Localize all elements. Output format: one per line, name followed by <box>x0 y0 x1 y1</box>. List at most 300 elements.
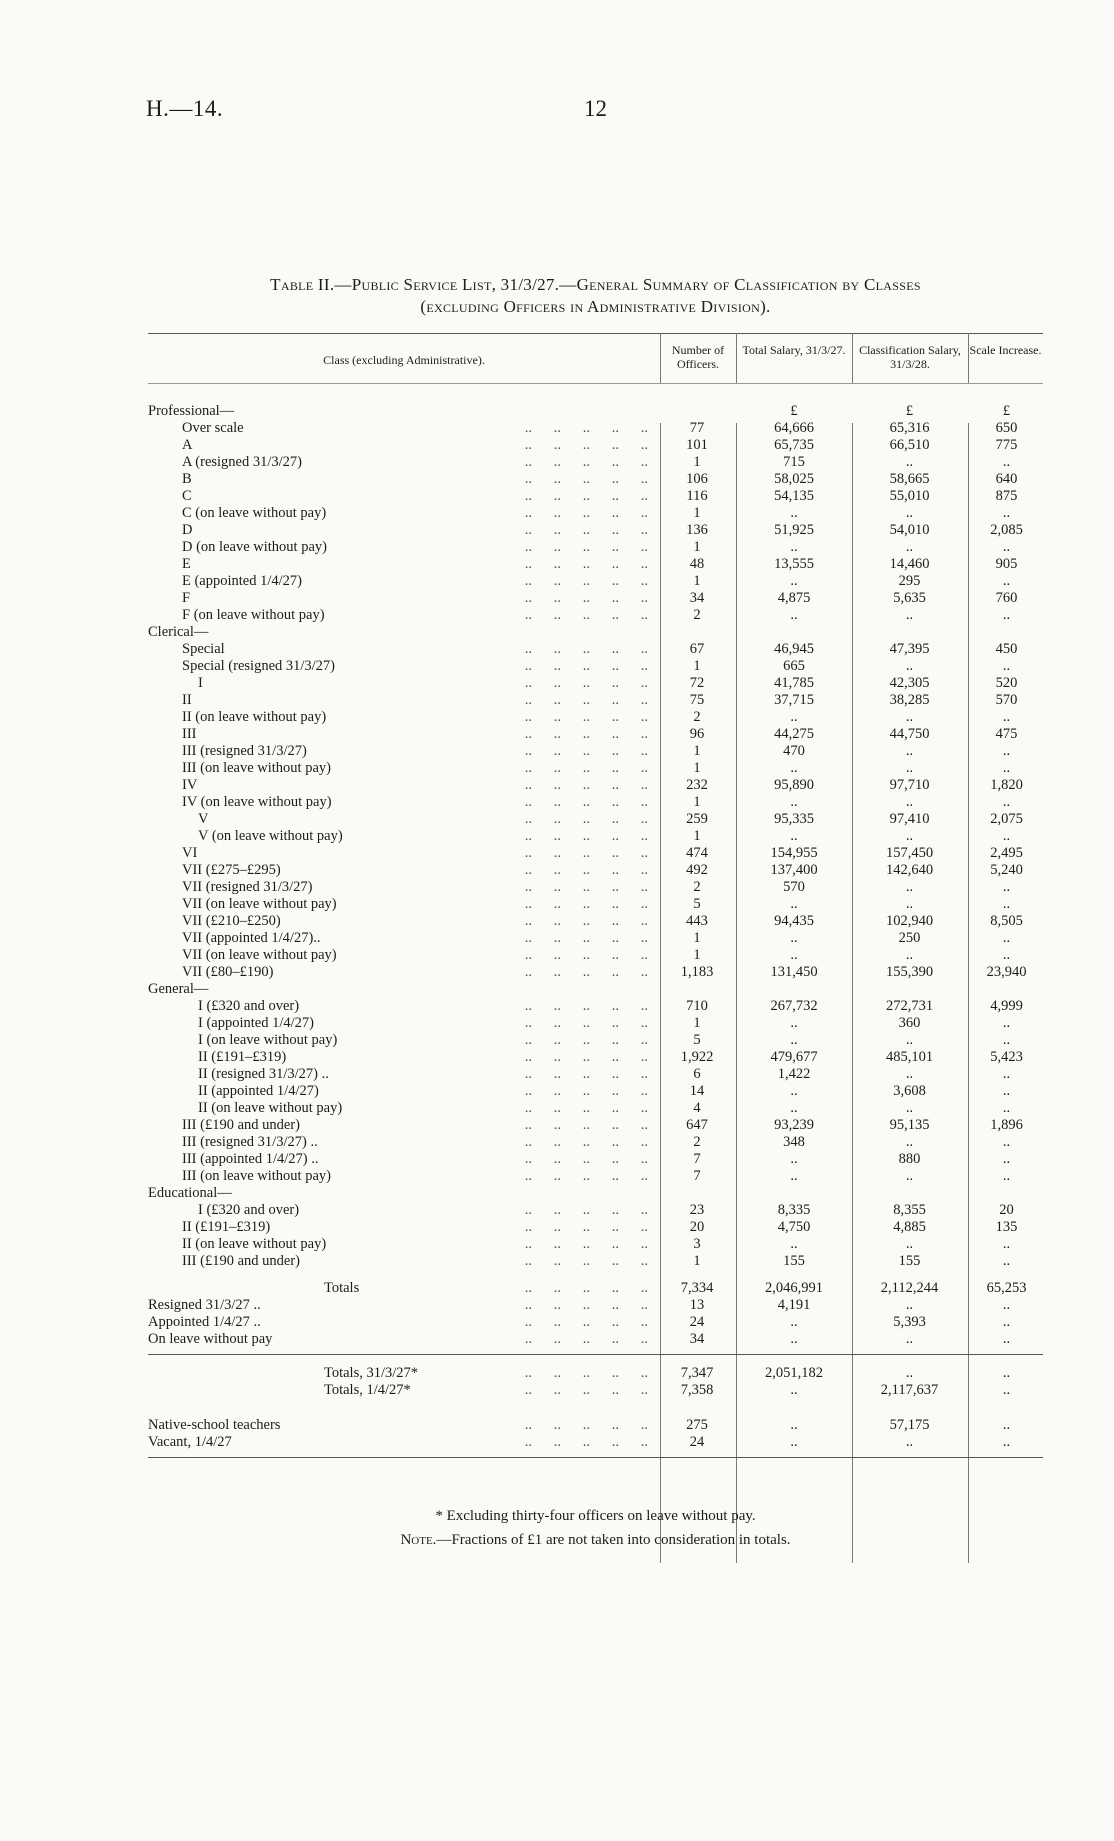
title-line2: (excluding Officers in Administrative Division). <box>420 297 771 316</box>
cell-c2: 665 <box>783 658 805 674</box>
leader-dots: .. .. .. .. .. <box>524 726 648 742</box>
cell-c3: 2,117,637 <box>880 1382 939 1398</box>
cell-c3: .. <box>905 1434 914 1450</box>
cell-c2: .. <box>790 1236 798 1252</box>
cell-c3: 66,510 <box>889 437 930 453</box>
table-row <box>148 913 1043 930</box>
row-label: Totals, 1/4/27* <box>324 1382 411 1398</box>
cell-c2: .. <box>790 1314 798 1330</box>
row-label: Special <box>182 641 225 657</box>
page-number: 12 <box>584 96 607 121</box>
cell-c1: 72 <box>689 675 705 691</box>
leader-dots: .. .. .. .. .. <box>524 488 648 504</box>
table-row <box>148 1365 1043 1382</box>
cell-c2: .. <box>790 1083 798 1099</box>
row-label: F (on leave without pay) <box>182 607 325 623</box>
cell-c3: .. <box>905 1066 914 1082</box>
cell-c4: 520 <box>995 675 1018 691</box>
row-label: Professional— <box>148 403 235 419</box>
leader-dots: .. .. .. .. .. <box>524 590 648 606</box>
cell-c4: .. <box>1002 1083 1011 1099</box>
cell-c4: .. <box>1002 1236 1011 1252</box>
cell-c3: 360 <box>898 1015 921 1031</box>
cell-c3: .. <box>905 947 914 963</box>
leader-dots: .. .. .. .. .. <box>524 794 648 810</box>
cell-c1: 75 <box>689 692 705 708</box>
row-label: Over scale <box>182 420 244 436</box>
cell-c4: .. <box>1002 1100 1011 1116</box>
cell-c3: 485,101 <box>885 1049 934 1065</box>
leader-dots: .. .. .. .. .. <box>524 811 648 827</box>
cell-c3: 5,635 <box>893 590 926 606</box>
row-label: Educational— <box>148 1185 232 1201</box>
cell-c4: .. <box>1002 1134 1011 1150</box>
table-row <box>148 556 1043 573</box>
cell-c1: 1 <box>693 1015 701 1031</box>
cell-c2: .. <box>790 1015 798 1031</box>
col-header-classification: Classification Salary, 31/3/28. <box>859 343 961 371</box>
row-label: Totals <box>324 1280 360 1296</box>
cell-c2: 64,666 <box>774 420 814 436</box>
table-row <box>148 471 1043 488</box>
leader-dots: .. .. .. .. .. <box>524 539 648 555</box>
cell-c2: 8,335 <box>777 1202 811 1218</box>
row-label: Totals, 31/3/27* <box>324 1365 419 1381</box>
cell-c4: 775 <box>995 437 1018 453</box>
table-row <box>148 760 1043 777</box>
cell-c1: 48 <box>689 556 705 572</box>
table-row <box>148 420 1043 437</box>
leader-dots: .. .. .. .. .. <box>524 913 648 929</box>
leader-dots: .. .. .. .. .. <box>524 437 648 453</box>
row-label: III (appointed 1/4/27) .. <box>182 1151 319 1167</box>
cell-c4: .. <box>1002 1297 1011 1313</box>
leader-dots: .. .. .. .. .. <box>524 896 648 912</box>
row-label: F <box>182 590 191 606</box>
cell-c2: .. <box>790 828 798 844</box>
row-label: I (£320 and over) <box>198 1202 300 1218</box>
cell-c3: £ <box>905 403 914 419</box>
cell-c3: 272,731 <box>885 998 934 1014</box>
cell-c2: .. <box>790 709 798 725</box>
cell-c4: 135 <box>995 1219 1018 1235</box>
cell-c2: 348 <box>783 1134 805 1150</box>
cell-c3: 38,285 <box>889 692 930 708</box>
cell-c2: 570 <box>783 879 805 895</box>
table-row <box>148 896 1043 913</box>
cell-c3: .. <box>905 454 914 470</box>
cell-c4: .. <box>1002 607 1011 623</box>
cell-c1: 7 <box>693 1151 701 1167</box>
cell-c1: 2 <box>693 709 701 725</box>
leader-dots: .. .. .. .. .. <box>524 1417 648 1433</box>
cell-c1: 67 <box>689 641 705 657</box>
cell-c1: 77 <box>689 420 705 436</box>
row-label: II (on leave without pay) <box>182 1236 327 1252</box>
footnote: * Excluding thirty-four officers on leave without pay. <box>435 1508 756 1524</box>
cell-c3: 155,390 <box>885 964 934 980</box>
row-label: VII (on leave without pay) <box>182 947 337 963</box>
cell-c1: 106 <box>686 471 708 487</box>
cell-c2: .. <box>790 794 798 810</box>
title-prefix: Table II. <box>270 275 335 294</box>
row-label: II (£191–£319) <box>182 1219 271 1235</box>
table-row <box>148 794 1043 811</box>
leader-dots: .. .. .. .. .. <box>524 828 648 844</box>
leader-dots: .. .. .. .. .. <box>524 1280 648 1296</box>
cell-c3: 97,410 <box>889 811 930 827</box>
cell-c3: 14,460 <box>889 556 930 572</box>
cell-c4: 650 <box>995 420 1018 436</box>
leader-dots: .. .. .. .. .. <box>524 454 648 470</box>
cell-c4: 570 <box>995 692 1018 708</box>
table-row <box>148 726 1043 743</box>
cell-c1: 136 <box>686 522 708 538</box>
cell-c1: 259 <box>686 811 708 827</box>
row-label: II (on leave without pay) <box>198 1100 343 1116</box>
leader-dots: .. .. .. .. .. <box>524 1314 648 1330</box>
cell-c3: 47,395 <box>889 641 930 657</box>
cell-c4: .. <box>1002 1151 1011 1167</box>
table-row <box>148 1066 1043 1083</box>
cell-c1: 20 <box>689 1219 705 1235</box>
row-label: C <box>182 488 192 504</box>
cell-c4: 450 <box>995 641 1018 657</box>
table-row <box>148 1202 1043 1219</box>
cell-c1: 443 <box>686 913 708 929</box>
cell-c2: .. <box>790 539 798 555</box>
cell-c1: 24 <box>689 1314 705 1330</box>
leader-dots: .. .. .. .. .. <box>524 760 648 776</box>
leader-dots: .. .. .. .. .. <box>524 743 648 759</box>
table-row <box>148 1083 1043 1100</box>
leader-dots: .. .. .. .. .. <box>524 1365 648 1381</box>
cell-c3: .. <box>905 658 914 674</box>
leader-dots: .. .. .. .. .. <box>524 573 648 589</box>
table-row <box>148 573 1043 590</box>
cell-c2: 13,555 <box>774 556 814 572</box>
row-label: D (on leave without pay) <box>182 539 327 555</box>
table-row <box>148 828 1043 845</box>
cell-c2: 37,715 <box>774 692 814 708</box>
leader-dots: .. .. .. .. .. <box>524 641 648 657</box>
cell-c1: 2 <box>693 607 701 623</box>
leader-dots: .. .. .. .. .. <box>524 1134 648 1150</box>
table-row <box>148 692 1043 709</box>
row-label: VII (£210–£250) <box>182 913 281 929</box>
cell-c4: 5,423 <box>990 1049 1023 1065</box>
leader-dots: .. .. .. .. .. <box>524 1253 648 1269</box>
cell-c3: 295 <box>898 573 921 589</box>
cell-c3: 44,750 <box>889 726 930 742</box>
row-label: II (on leave without pay) <box>182 709 327 725</box>
leader-dots: .. .. .. .. .. <box>524 1297 648 1313</box>
cell-c3: 5,393 <box>893 1314 926 1330</box>
cell-c4: 23,940 <box>986 964 1027 980</box>
cell-c2: £ <box>790 403 798 419</box>
cell-c3: .. <box>905 1100 914 1116</box>
leader-dots: .. .. .. .. .. <box>524 964 648 980</box>
cell-c2: .. <box>790 930 798 946</box>
cell-c2: .. <box>790 1151 798 1167</box>
cell-c2: 94,435 <box>774 913 814 929</box>
cell-c4: 4,999 <box>990 998 1023 1014</box>
table-row <box>148 1382 1043 1399</box>
cell-c1: 14 <box>689 1083 705 1099</box>
leader-dots: .. .. .. .. .. <box>524 1151 648 1167</box>
document-code: H.—14. <box>146 96 224 121</box>
cell-c2: .. <box>790 1032 798 1048</box>
cell-c4: .. <box>1002 454 1011 470</box>
leader-dots: .. .. .. .. .. <box>524 947 648 963</box>
cell-c1: 5 <box>693 896 701 912</box>
cell-c2: 41,785 <box>774 675 814 691</box>
table-row <box>148 964 1043 981</box>
cell-c4: .. <box>1002 658 1011 674</box>
cell-c3: .. <box>905 743 914 759</box>
row-label: III (resigned 31/3/27) <box>182 743 307 759</box>
cell-c3: .. <box>905 505 914 521</box>
cell-c4: .. <box>1002 539 1011 555</box>
cell-c2: 470 <box>783 743 805 759</box>
cell-c2: 58,025 <box>774 471 814 487</box>
cell-c2: 155 <box>783 1253 805 1269</box>
cell-c3: .. <box>905 1297 914 1313</box>
cell-c1: 1 <box>693 947 701 963</box>
table-row <box>148 845 1043 862</box>
row-label: I <box>198 675 203 691</box>
cell-c3: .. <box>905 709 914 725</box>
cell-c2: .. <box>790 1331 798 1347</box>
table-row <box>148 1168 1043 1185</box>
cell-c4: .. <box>1002 879 1011 895</box>
cell-c1: 1 <box>693 743 701 759</box>
row-label: III <box>182 726 197 742</box>
cell-c4: 875 <box>995 488 1018 504</box>
leader-dots: .. .. .. .. .. <box>524 1015 648 1031</box>
table-row <box>148 403 1043 420</box>
row-label: VII (on leave without pay) <box>182 896 337 912</box>
cell-c4: .. <box>1002 760 1011 776</box>
row-label: I (£320 and over) <box>198 998 300 1014</box>
cell-c2: .. <box>790 1168 798 1184</box>
row-label: Vacant, 1/4/27 <box>148 1434 232 1450</box>
cell-c4: .. <box>1002 828 1011 844</box>
cell-c1: 1 <box>693 828 701 844</box>
cell-c2: 715 <box>783 454 805 470</box>
leader-dots: .. .. .. .. .. <box>524 420 648 436</box>
cell-c2: 4,750 <box>777 1219 811 1235</box>
row-label: V <box>198 811 209 827</box>
table-row <box>148 1219 1043 1236</box>
cell-c4: 760 <box>995 590 1018 606</box>
cell-c3: .. <box>905 539 914 555</box>
table-row <box>148 1015 1043 1032</box>
cell-c4: .. <box>1002 896 1011 912</box>
cell-c2: 44,275 <box>774 726 814 742</box>
row-label: A <box>182 437 193 453</box>
cell-c1: 13 <box>689 1297 705 1313</box>
cell-c3: 97,710 <box>889 777 930 793</box>
cell-c2: 51,925 <box>774 522 814 538</box>
table-row <box>148 1297 1043 1314</box>
row-label: VII (appointed 1/4/27).. <box>182 930 321 946</box>
cell-c1: 1 <box>693 658 701 674</box>
row-label: Appointed 1/4/27 .. <box>148 1314 261 1330</box>
cell-c4: .. <box>1002 1032 1011 1048</box>
cell-c2: 131,450 <box>770 964 818 980</box>
table-row <box>148 1151 1043 1168</box>
cell-c2: 93,239 <box>774 1117 814 1133</box>
cell-c2: .. <box>790 760 798 776</box>
cell-c2: 65,735 <box>774 437 814 453</box>
col-header-class: Class (excluding Administrative). <box>323 353 485 367</box>
note <box>148 1532 1043 1549</box>
row-label: III (on leave without pay) <box>182 1168 331 1184</box>
cell-c1: 492 <box>686 862 708 878</box>
cell-c4: 475 <box>995 726 1018 742</box>
table-row <box>148 505 1043 522</box>
leader-dots: .. .. .. .. .. <box>524 1331 648 1347</box>
cell-c1: 275 <box>686 1417 708 1433</box>
leader-dots: .. .. .. .. .. <box>524 845 648 861</box>
cell-c1: 7,334 <box>680 1280 714 1296</box>
leader-dots: .. .. .. .. .. <box>524 1219 648 1235</box>
leader-dots: .. .. .. .. .. <box>524 879 648 895</box>
leader-dots: .. .. .. .. .. <box>524 1066 648 1082</box>
row-label: VII (£80–£190) <box>182 964 274 980</box>
table-row <box>148 862 1043 879</box>
leader-dots: .. .. .. .. .. <box>524 1083 648 1099</box>
table-row <box>148 437 1043 454</box>
table-row <box>148 1314 1043 1331</box>
cell-c1: 1 <box>693 454 701 470</box>
table-row <box>148 590 1043 607</box>
cell-c4: 5,240 <box>990 862 1023 878</box>
cell-c4: .. <box>1002 1168 1011 1184</box>
note-prefix: Note. <box>400 1532 437 1548</box>
cell-c4: .. <box>1002 1434 1011 1450</box>
cell-c1: 5 <box>693 1032 701 1048</box>
cell-c3: .. <box>905 607 914 623</box>
cell-c2: 137,400 <box>770 862 818 878</box>
table-row <box>148 641 1043 658</box>
cell-c4: .. <box>1002 794 1011 810</box>
cell-c3: 157,450 <box>885 845 934 861</box>
cell-c1: 34 <box>689 590 705 606</box>
cell-c3: 8,355 <box>893 1202 926 1218</box>
leader-dots: .. .. .. .. .. <box>524 1100 648 1116</box>
cell-c2: 95,335 <box>774 811 814 827</box>
cell-c1: 7,347 <box>680 1365 714 1381</box>
table-row <box>148 1331 1043 1348</box>
cell-c4: 2,495 <box>990 845 1023 861</box>
cell-c1: 2 <box>693 1134 701 1150</box>
leader-dots: .. .. .. .. .. <box>524 607 648 623</box>
row-label: IV (on leave without pay) <box>182 794 332 810</box>
row-label: V (on leave without pay) <box>198 828 343 844</box>
table-row <box>148 947 1043 964</box>
cell-c2: .. <box>790 505 798 521</box>
table-row <box>148 488 1043 505</box>
cell-c2: 267,732 <box>770 998 818 1014</box>
cell-c2: .. <box>790 1417 798 1433</box>
row-label: On leave without pay <box>148 1331 273 1347</box>
row-label: Clerical— <box>148 624 209 640</box>
table-row <box>148 1434 1043 1451</box>
cell-c3: 55,010 <box>889 488 930 504</box>
cell-c4: 8,505 <box>990 913 1023 929</box>
row-label: A (resigned 31/3/27) <box>182 454 303 470</box>
cell-c4: .. <box>1002 505 1011 521</box>
cell-c2: 2,051,182 <box>765 1365 823 1381</box>
cell-c4: £ <box>1002 403 1011 419</box>
leader-dots: .. .. .. .. .. <box>524 1202 648 1218</box>
table-row <box>148 607 1043 624</box>
row-label: E <box>182 556 191 572</box>
cell-c1: 3 <box>693 1236 701 1252</box>
cell-c4: 1,896 <box>990 1117 1023 1133</box>
cell-c3: .. <box>905 794 914 810</box>
cell-c3: .. <box>905 1168 914 1184</box>
leader-dots: .. .. .. .. .. <box>524 522 648 538</box>
cell-c4: 65,253 <box>986 1280 1027 1296</box>
row-label: General— <box>148 981 209 997</box>
row-label: III (£190 and under) <box>182 1117 300 1133</box>
cell-c1: 1,183 <box>680 964 714 980</box>
totals-rule <box>148 1348 1043 1355</box>
note-text: —Fractions of £1 are not taken into consideration in totals. <box>436 1532 791 1548</box>
row-label: I (appointed 1/4/27) <box>198 1015 314 1031</box>
leader-dots: .. .. .. .. .. <box>524 709 648 725</box>
table-row <box>148 539 1043 556</box>
cell-c4: .. <box>1002 1417 1011 1433</box>
cell-c3: 58,665 <box>889 471 930 487</box>
cell-c4: 905 <box>995 556 1018 572</box>
cell-c3: 155 <box>898 1253 921 1269</box>
cell-c1: 232 <box>686 777 708 793</box>
cell-c1: 116 <box>686 488 708 504</box>
row-label: VII (resigned 31/3/27) <box>182 879 313 895</box>
cell-c4: .. <box>1002 1331 1011 1347</box>
cell-c2: 4,191 <box>777 1297 811 1313</box>
cell-c2: .. <box>790 573 798 589</box>
cell-c2: 46,945 <box>774 641 814 657</box>
cell-c3: 2,112,244 <box>880 1280 939 1296</box>
cell-c1: 1 <box>693 930 701 946</box>
cell-c4: .. <box>1002 1365 1011 1381</box>
title-line1: —Public Service List, 31/3/27.—General Summary of Classification by Classes <box>334 275 921 294</box>
row-label: Resigned 31/3/27 .. <box>148 1297 261 1313</box>
table-row <box>148 879 1043 896</box>
cell-c3: 65,316 <box>889 420 930 436</box>
leader-dots: .. .. .. .. .. <box>524 1117 648 1133</box>
leader-dots: .. .. .. .. .. <box>524 471 648 487</box>
leader-dots: .. .. .. .. .. <box>524 1032 648 1048</box>
cell-c2: 54,135 <box>774 488 814 504</box>
row-label: E (appointed 1/4/27) <box>182 573 303 589</box>
cell-c1: 4 <box>693 1100 701 1116</box>
table-row <box>148 1417 1043 1434</box>
cell-c3: .. <box>905 896 914 912</box>
leader-dots: .. .. .. .. .. <box>524 862 648 878</box>
cell-c3: .. <box>905 1032 914 1048</box>
col-header-salary: Total Salary, 31/3/27. <box>742 343 846 357</box>
cell-c1: 24 <box>689 1434 705 1450</box>
cell-c4: .. <box>1002 930 1011 946</box>
cell-c3: 102,940 <box>885 913 934 929</box>
row-label: VI <box>182 845 198 861</box>
